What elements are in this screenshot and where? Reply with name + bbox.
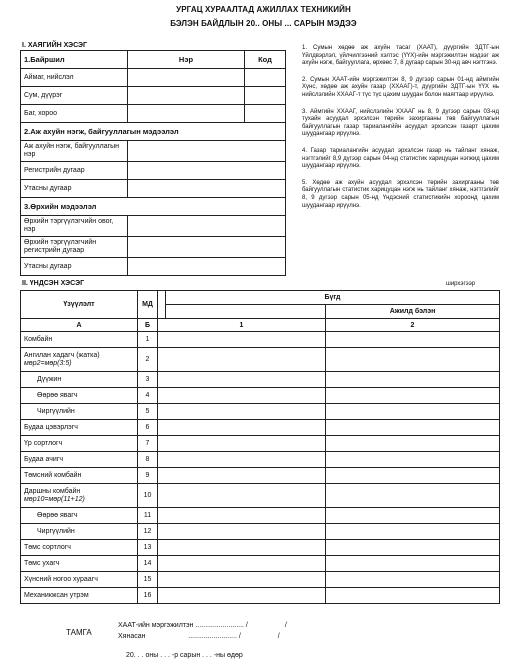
indicator-cell: [21, 388, 138, 404]
total-cell[interactable]: [158, 556, 326, 572]
total-cell[interactable]: [158, 468, 326, 484]
md-cell: 2: [138, 348, 158, 372]
ready-cell[interactable]: [326, 524, 500, 540]
owner-value-cell[interactable]: [128, 216, 286, 237]
col-number-1: 1: [158, 319, 326, 332]
indicator-label: Чиргүүлийн: [37, 527, 75, 535]
owner-row: Өрхийн тэргүүлэгчийн регистрийн дугаар: [21, 237, 128, 258]
md-cell: 3: [138, 372, 158, 388]
code-cell[interactable]: [245, 87, 286, 105]
indicator-cell: [21, 420, 138, 436]
table-row: [21, 484, 500, 508]
indicator-header: Үзүүлэлт: [21, 291, 138, 319]
md-cell: 13: [138, 540, 158, 556]
section2-title: II. ҮНДСЭН ХЭСЭГ: [22, 280, 85, 287]
table-row: [21, 508, 500, 524]
main-table: [20, 290, 500, 604]
md-cell: 16: [138, 588, 158, 604]
indicator-cell: [21, 588, 138, 604]
indicator-label: Төмсний комбайн: [24, 471, 82, 479]
code-cell[interactable]: [245, 105, 286, 123]
instruction-item: 3. Аймгийн ХХААГ, нийслэлийн ХХААГ нь 8, 9 дүгээр сарын 03-нд тухайн асуудал эрхэлсэн төрийн захиргааны төв байгууллагын байгууллагын газар тариаланги́йн асуудал эрхэлсэн газарт цахим шуудангаар ирүүлнэ.: [302, 108, 499, 138]
indicator-cell: [21, 484, 138, 508]
md-cell: 10: [138, 484, 158, 508]
table-row: [21, 468, 500, 484]
total-cell[interactable]: [158, 484, 326, 508]
formula-label: мөр2=мөр(3:5): [24, 359, 72, 367]
total-cell[interactable]: [158, 420, 326, 436]
ready-cell[interactable]: [326, 436, 500, 452]
table-row: [21, 332, 500, 348]
table-row: [21, 540, 500, 556]
table-row: [21, 556, 500, 572]
indicator-label: Даршны комбайн: [24, 487, 81, 495]
table-row: [21, 372, 500, 388]
indicator-cell: [21, 436, 138, 452]
md-cell: 1: [138, 332, 158, 348]
ready-cell[interactable]: [326, 588, 500, 604]
indicator-cell: [21, 508, 138, 524]
name-cell[interactable]: [128, 105, 245, 123]
md-cell: 11: [138, 508, 158, 524]
indicator-cell: [21, 348, 138, 372]
total-header: Бүгд: [166, 291, 500, 305]
indicator-label: Хүнсний ногоо хураагч: [24, 575, 98, 583]
table-row: [21, 388, 500, 404]
ready-cell[interactable]: [326, 332, 500, 348]
table-row: [21, 348, 500, 372]
reviewer-signature: Хянасан ......................... / /: [118, 633, 280, 640]
indicator-cell: [21, 332, 138, 348]
code-cell[interactable]: [245, 69, 286, 87]
md-cell: 5: [138, 404, 158, 420]
ready-cell[interactable]: [326, 388, 500, 404]
location-row: Баг, хороо: [21, 105, 128, 123]
md-cell: 8: [138, 452, 158, 468]
instruction-item: 2. Сумын ХААТ-ийн мэргэжилтэн 8, 9 дүгээр сарын 01-нд аймгийн Хүнс, хөдөө аж ахуйн газар (ХХААГ)-т, дүүргийн ЗДТГ-ын ҮҮХ нь нийслэлийн ХХААГ-т түс түс цахим шуудан болон маягтаар ирүүлнэ.: [302, 76, 499, 98]
instruction-item: 5. Хөдөө аж ахуйн асуудал эрхэлсэн төрийн захиргааны төв байгууллагын статистик харицуцан нэгж нь тайланг хянаж, нэгтгэлийг 8, 9 дүгээр сарын 05-нд Үндэсний статистикийн хороонд цахим шуудангаар ирүүлнэ.: [302, 179, 499, 209]
table-row: [21, 452, 500, 468]
ready-cell[interactable]: [326, 508, 500, 524]
total-cell[interactable]: [158, 572, 326, 588]
total-cell[interactable]: [158, 436, 326, 452]
indicator-label: Төмс ухагч: [24, 559, 60, 567]
date-line: 20. . . оны . . . -р сарын . . . -ны өдөр: [126, 652, 243, 659]
total-cell[interactable]: [158, 404, 326, 420]
total-cell[interactable]: [158, 524, 326, 540]
md-cell: 6: [138, 420, 158, 436]
stamp-label: ТАМГА: [66, 628, 92, 637]
location-header: 1.Байршил: [21, 51, 128, 69]
name-cell[interactable]: [128, 69, 245, 87]
form-subtitle: БЭЛЭН БАЙДЛЫН 20.. ОНЫ ... САРЫН МЭДЭЭ: [170, 19, 357, 28]
section1-title: I. ХАЯГИЙН ХЭСЭГ: [22, 42, 88, 49]
md-cell: 7: [138, 436, 158, 452]
md-header: МД: [138, 291, 158, 319]
indicator-cell: [21, 572, 138, 588]
indicator-label: Будаа ачигч: [24, 455, 64, 463]
org-row: Регистрийн дугаар: [21, 162, 128, 180]
ready-cell[interactable]: [326, 452, 500, 468]
name-header: Нэр: [128, 51, 245, 69]
md-cell: 4: [138, 388, 158, 404]
table-row: [21, 404, 500, 420]
code-header: Код: [245, 51, 286, 69]
total-cell[interactable]: [158, 540, 326, 556]
ready-cell[interactable]: [326, 372, 500, 388]
md-cell: 14: [138, 556, 158, 572]
indicator-label: Үр сортлогч: [24, 439, 63, 447]
table-row: [21, 524, 500, 540]
indicator-label: Өөрөө явагч: [37, 511, 78, 519]
owner-value-cell[interactable]: [128, 258, 286, 276]
instruction-item: 1. Сумын хөдөө аж ахуйн тасаг (ХААТ), дүүргийн ЗДТГ-ын Үйлдвэрлэл, үйлчилгээний хэлтэс (ҮҮХ)-ийн мэргэжилтэн мэдээг аж ахуйн нэгж, байгууллага, өрхөөс 7, 8 дугаар сарын 30-нд авч нэгтгэнэ.: [302, 45, 499, 67]
unit-label: ширхэгээр: [446, 281, 476, 287]
instruction-item: 4. Газар тариалангийн асуудал эрхэлсэн газар нь тайланг хянаж, нэгтгэлийг 8,9 дүгээр сарын 04-нд статистик харицуцан нэгжид цахим шуудангаар ирүүлнэ.: [302, 147, 499, 170]
ready-cell[interactable]: [326, 556, 500, 572]
org-row: Аж ахуйн нэгж, байгууллагын нэр: [21, 141, 128, 162]
indicator-cell: [21, 556, 138, 572]
indicator-cell: [21, 404, 138, 420]
total-cell[interactable]: [158, 348, 326, 372]
ready-cell[interactable]: [326, 572, 500, 588]
indicator-label: Төмс сортлогч: [24, 543, 71, 551]
org-value-cell[interactable]: [128, 141, 286, 162]
table-row: [21, 420, 500, 436]
org-value-cell[interactable]: [128, 162, 286, 180]
total-cell[interactable]: [158, 372, 326, 388]
spacer-column: [158, 291, 166, 319]
indicator-label: Будаа цэвэрлэгч: [24, 423, 78, 431]
indicator-cell: [21, 452, 138, 468]
ready-cell[interactable]: [326, 540, 500, 556]
indicator-label: Комбайн: [24, 335, 53, 343]
total-cell[interactable]: [158, 388, 326, 404]
formula-label: мөр10=мөр(11+12): [24, 495, 85, 503]
indicator-cell: [21, 468, 138, 484]
indicator-label: Чиргүүлийн: [37, 407, 75, 415]
indicator-cell: [21, 524, 138, 540]
instructions: [302, 45, 499, 219]
indicator-cell: [21, 372, 138, 388]
ready-cell[interactable]: [326, 404, 500, 420]
ready-cell[interactable]: [326, 420, 500, 436]
table-row: [21, 572, 500, 588]
ready-header: Ажилд бэлэн: [326, 305, 500, 319]
owner-section-title: 3.Өрхийн мэдээлэл: [21, 198, 286, 216]
table-row: [21, 436, 500, 452]
location-row: Аймаг, нийслэл: [21, 69, 128, 87]
total-cell[interactable]: [158, 588, 326, 604]
name-cell[interactable]: [128, 87, 245, 105]
org-row: Утасны дугаар: [21, 180, 128, 198]
indicator-label: Механикжсан утрэм: [24, 591, 89, 599]
owner-row: Өрхийн тэргүүлэгчийн овог, нэр: [21, 216, 128, 237]
ready-cell[interactable]: [326, 484, 500, 508]
org-value-cell[interactable]: [128, 180, 286, 198]
owner-row: Утасны дугаар: [21, 258, 128, 276]
form-title: УРГАЦ ХУРААЛТАД АЖИЛЛАХ ТЕХНИКИЙН: [176, 5, 351, 14]
owner-value-cell[interactable]: [128, 237, 286, 258]
md-cell: 15: [138, 572, 158, 588]
col-number-2: 2: [326, 319, 500, 332]
indicator-label: Ангилан хадагч (жатка): [24, 351, 100, 359]
md-cell: 12: [138, 524, 158, 540]
total-cell[interactable]: [158, 452, 326, 468]
ready-cell[interactable]: [326, 348, 500, 372]
indicator-label: Өөрөө явагч: [37, 391, 78, 399]
address-table: [20, 50, 286, 276]
table-row: [21, 588, 500, 604]
col-letter-b: Б: [138, 319, 158, 332]
total-cell[interactable]: [158, 508, 326, 524]
indicator-cell: [21, 540, 138, 556]
specialist-signature: ХААТ-ийн мэргэжилтэн ......................... / /: [118, 622, 287, 629]
location-row: Сум, дүүрэг: [21, 87, 128, 105]
blank-header-cell: [166, 305, 326, 319]
total-cell[interactable]: [158, 332, 326, 348]
ready-cell[interactable]: [326, 468, 500, 484]
indicator-label: Дүүжин: [37, 375, 62, 383]
md-cell: 9: [138, 468, 158, 484]
col-letter-a: А: [21, 319, 138, 332]
org-section-title: 2.Аж ахуйн нэгж, байгууллагын мэдээлэл: [21, 123, 286, 141]
